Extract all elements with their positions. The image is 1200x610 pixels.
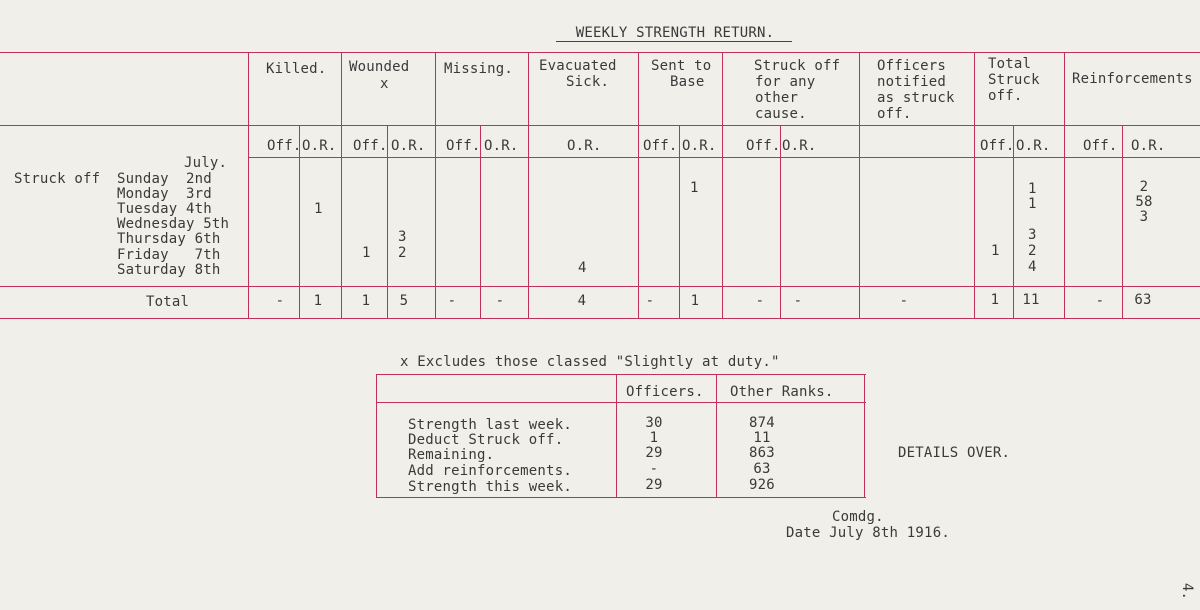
summary-col-line	[376, 374, 377, 498]
comdg-label: Comdg.	[832, 509, 884, 525]
day-row: Saturday 8th	[117, 262, 221, 278]
summary-col-line	[716, 374, 717, 498]
entry-evacuated-or: 4	[578, 260, 587, 276]
header-struck-other-line2: for any	[755, 74, 816, 90]
table-rule-total-top	[0, 286, 1200, 287]
col-line	[341, 52, 342, 319]
table-rule-subheader	[248, 157, 1200, 158]
summary-col-line	[616, 374, 617, 498]
header-struck-other-line3: other	[755, 90, 799, 106]
table-rule-header	[0, 125, 1200, 126]
header-notified-line3: as struck	[877, 90, 955, 106]
subheader-or: O.R.	[302, 138, 337, 154]
summary-row-other-ranks: 874	[749, 415, 775, 431]
subheader-or: O.R.	[682, 138, 717, 154]
entry-killed-or: 1	[314, 201, 323, 217]
total-notified: -	[899, 293, 909, 309]
total-reinf-or: 63	[1134, 292, 1152, 308]
header-notified-line2: notified	[877, 74, 947, 90]
subheader-off: Off.	[643, 138, 678, 154]
summary-row-other-ranks: 11	[753, 430, 771, 446]
header-notified-line4: off.	[877, 106, 912, 122]
total-evacuated-or: 4	[577, 293, 587, 309]
entry-total-off: 1	[991, 243, 1000, 259]
summary-row-label: Strength last week.	[408, 417, 572, 433]
subcol-line	[1122, 125, 1123, 319]
header-killed: Killed.	[266, 61, 327, 77]
total-total-off: 1	[990, 292, 1000, 308]
footnote: x Excludes those classed "Slightly at duty."	[400, 354, 780, 370]
header-notified-line1: Officers	[877, 58, 947, 74]
summary-col-line	[864, 374, 865, 498]
entry-total-or: 2	[1028, 243, 1037, 259]
total-wounded-off: 1	[361, 293, 371, 309]
total-missing-off: -	[447, 293, 457, 309]
total-total-or: 11	[1022, 292, 1040, 308]
subcol-line	[1013, 125, 1014, 319]
col-line	[435, 52, 436, 319]
subheader-or: O.R.	[567, 138, 602, 154]
col-line	[248, 52, 249, 319]
summary-header-officers: Officers.	[626, 384, 704, 400]
summary-row-label: Deduct Struck off.	[408, 432, 564, 448]
subheader-off: Off.	[267, 138, 302, 154]
summary-row-officers: 29	[645, 445, 663, 461]
subheader-off: Off.	[1083, 138, 1118, 154]
day-row: Friday 7th	[117, 247, 221, 263]
subcol-line	[679, 125, 680, 319]
total-sent-off: -	[645, 293, 655, 309]
month-label: July.	[184, 155, 228, 171]
entry-sent-or: 1	[690, 180, 699, 196]
total-label: Total	[146, 294, 190, 310]
total-missing-or: -	[495, 293, 505, 309]
page-number: 4.	[1179, 582, 1196, 601]
entry-total-or: 1	[1028, 196, 1037, 212]
summary-header-other-ranks: Other Ranks.	[730, 384, 834, 400]
header-missing: Missing.	[444, 61, 514, 77]
day-row: Wednesday 5th	[117, 216, 230, 232]
header-wounded-line1: Wounded	[349, 59, 410, 75]
header-evacuated-line1: Evacuated	[539, 58, 617, 74]
summary-row-other-ranks: 926	[749, 477, 775, 493]
col-line	[974, 52, 975, 319]
subheader-off: Off.	[746, 138, 781, 154]
total-reinf-off: -	[1095, 293, 1105, 309]
header-total-line3: off.	[988, 88, 1023, 104]
summary-row-officers: 30	[645, 415, 663, 431]
table-rule-bottom	[0, 318, 1200, 319]
total-killed-off: -	[275, 293, 285, 309]
subcol-line	[299, 125, 300, 319]
summary-row-officers: 29	[645, 477, 663, 493]
day-row: Monday 3rd	[117, 186, 212, 202]
col-line	[528, 52, 529, 319]
entry-wounded-or: 2	[398, 245, 407, 261]
subcol-line	[387, 125, 388, 319]
summary-row-officers: 1	[649, 430, 659, 446]
entry-reinf-or: 2	[1139, 179, 1149, 195]
summary-row-label: Strength this week.	[408, 479, 572, 495]
summary-row-other-ranks: 863	[749, 445, 775, 461]
col-line	[859, 52, 860, 319]
header-evacuated-line2: Sick.	[566, 74, 610, 90]
document-title: WEEKLY STRENGTH RETURN.	[575, 25, 775, 41]
table-rule-top	[0, 52, 1200, 53]
header-reinforcements: Reinforcements	[1072, 71, 1193, 87]
subheader-or: O.R.	[391, 138, 426, 154]
day-row: Sunday 2nd	[117, 171, 212, 187]
entry-total-or: 1	[1028, 181, 1037, 197]
header-struck-other-line1: Struck off	[754, 58, 841, 74]
header-struck-other-line4: cause.	[755, 106, 807, 122]
col-line	[722, 52, 723, 319]
subheader-off: Off.	[980, 138, 1015, 154]
title-underline	[556, 41, 792, 42]
subheader-or: O.R.	[782, 138, 817, 154]
header-total-line2: Struck	[988, 72, 1040, 88]
total-killed-or: 1	[313, 293, 323, 309]
entry-total-or: 3	[1028, 227, 1037, 243]
total-sent-or: 1	[690, 293, 700, 309]
subcol-line	[780, 125, 781, 319]
summary-rule-header	[376, 402, 866, 403]
entry-wounded-or: 3	[398, 229, 407, 245]
entry-reinf-or: 58	[1135, 194, 1153, 210]
subheader-off: Off.	[446, 138, 481, 154]
subheader-or: O.R.	[484, 138, 519, 154]
date-line: Date July 8th 1916.	[786, 525, 950, 541]
subheader-off: Off.	[353, 138, 388, 154]
summary-row-label: Add reinforcements.	[408, 463, 572, 479]
day-row: Tuesday 4th	[117, 201, 212, 217]
details-over: DETAILS OVER.	[898, 445, 1011, 461]
summary-rule-top	[376, 374, 866, 375]
struck-off-label: Struck off	[14, 171, 101, 187]
header-sent-line2: Base	[670, 74, 705, 90]
total-wounded-or: 5	[399, 293, 409, 309]
subheader-or: O.R.	[1016, 138, 1051, 154]
header-sent-line1: Sent to	[651, 58, 712, 74]
header-total-line1: Total	[988, 56, 1032, 72]
col-line	[1064, 52, 1065, 319]
summary-rule-bottom	[376, 497, 866, 498]
summary-row-label: Remaining.	[408, 447, 495, 463]
total-other-or: -	[793, 293, 803, 309]
summary-row-officers: -	[649, 461, 659, 477]
subheader-or: O.R.	[1131, 138, 1166, 154]
header-wounded-line2: x	[380, 76, 389, 92]
day-row: Thursday 6th	[117, 231, 221, 247]
entry-total-or: 4	[1028, 259, 1037, 275]
subcol-line	[480, 125, 481, 319]
col-line	[638, 52, 639, 319]
entry-reinf-or: 3	[1139, 209, 1149, 225]
entry-wounded-off: 1	[362, 245, 371, 261]
summary-row-other-ranks: 63	[753, 461, 771, 477]
total-other-off: -	[755, 293, 765, 309]
